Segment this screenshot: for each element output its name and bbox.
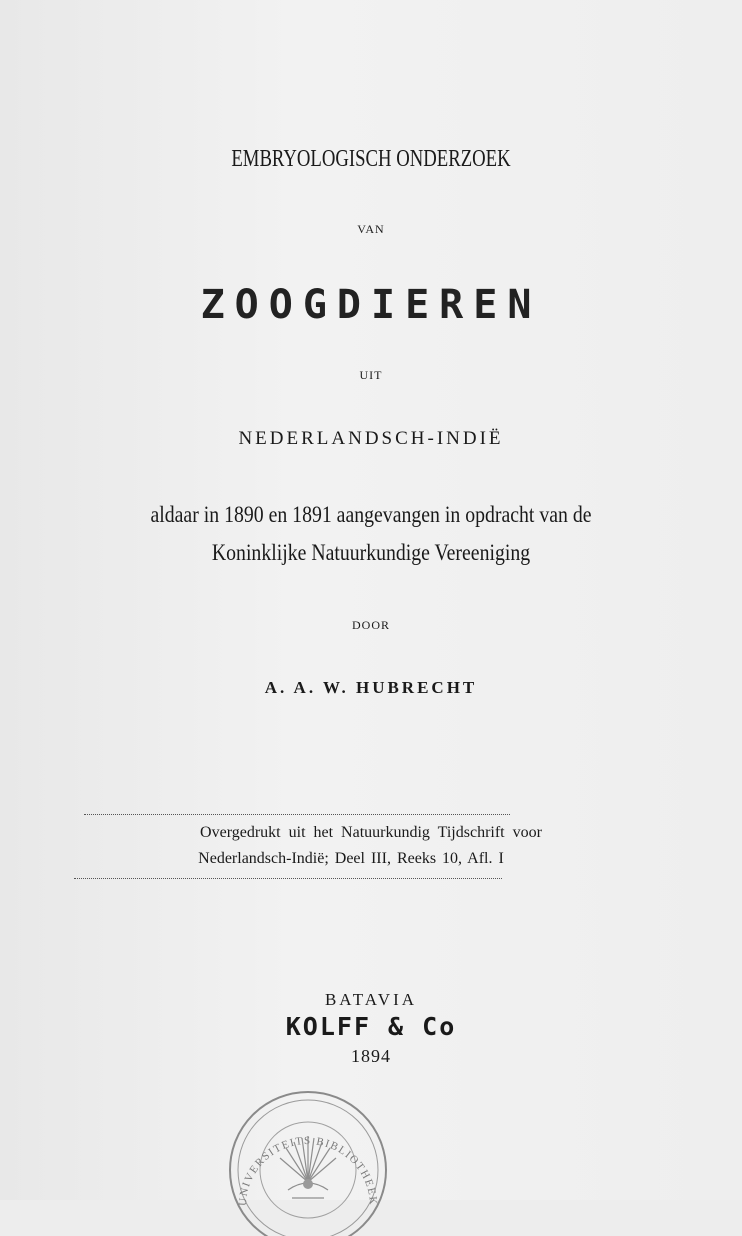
offprint-line-1: Overgedrukt uit het Natuurkundig Tijdschrift voor [200, 824, 542, 841]
author-name: A. A. W. HUBRECHT [264, 678, 478, 697]
publication-year: 1894 [351, 1046, 391, 1066]
subtitle-line-2: Koninklijke Natuurkundige Vereeniging [211, 540, 531, 565]
van-label: VAN [357, 222, 385, 236]
library-seal-icon [226, 1086, 390, 1236]
uit-label: UIT [359, 368, 383, 382]
stamp-text: UNIVERSITEITS BIBLIOTHEEK [236, 1134, 380, 1207]
subject-title: ZOOGDIEREN [200, 282, 542, 328]
divider-top [84, 814, 510, 815]
door-label: DOOR [351, 618, 390, 632]
region-title: NEDERLANDSCH-INDIË [238, 428, 504, 449]
subtitle-line-1: aldaar in 1890 en 1891 aangevangen in opdracht van de [150, 502, 592, 527]
offprint-line-2: Nederlandsch-Indië; Deel III, Reeks 10, Afl. I [198, 850, 504, 867]
main-title: EMBRYOLOGISCH ONDERZOEK [231, 146, 511, 172]
divider-bottom [74, 878, 502, 879]
publisher-city: BATAVIA [324, 990, 418, 1009]
publisher-name: KOLFF & Co [285, 1012, 457, 1041]
